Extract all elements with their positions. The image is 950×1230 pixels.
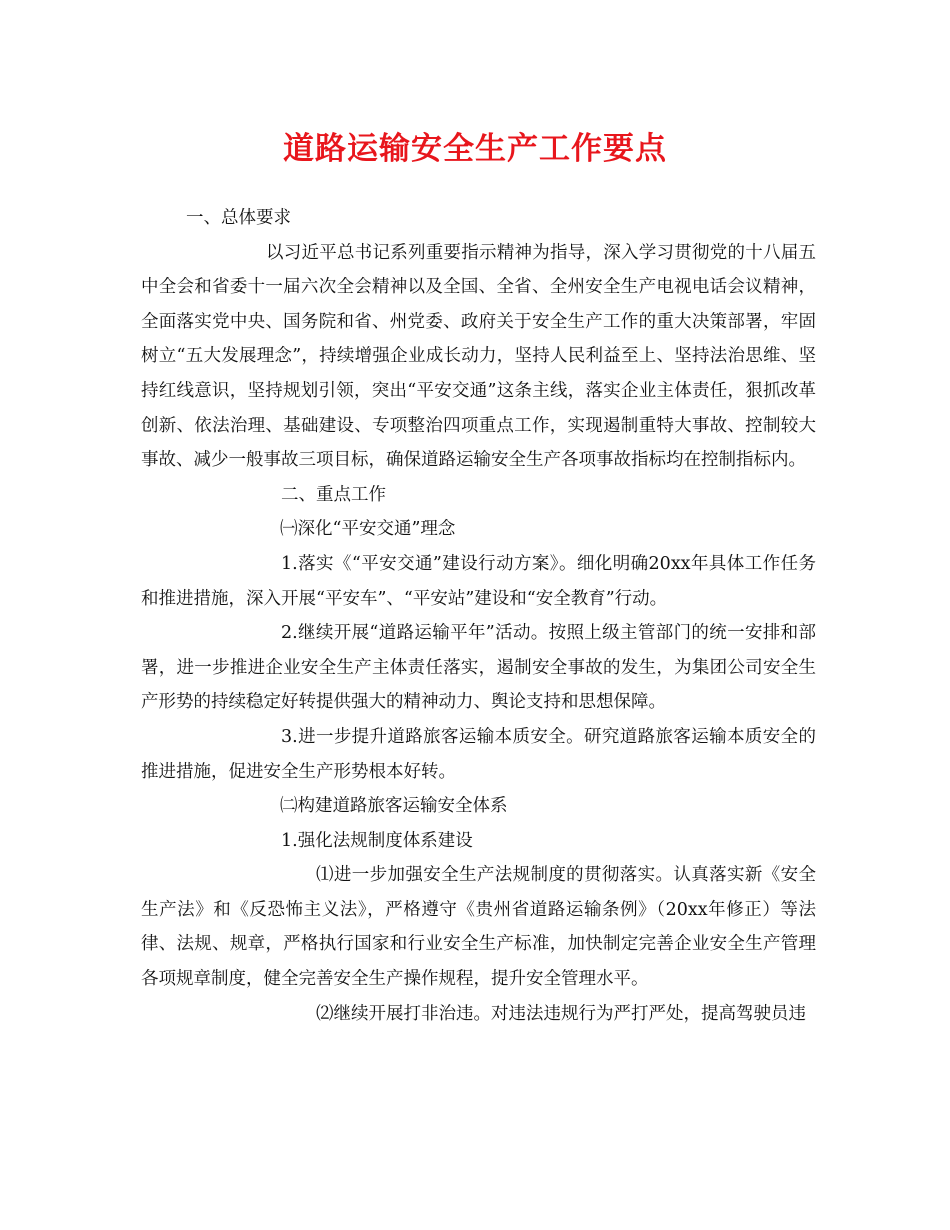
document-title: 道路运输安全生产工作要点 (283, 131, 667, 167)
paragraph-item-1-1: 1.落实《“平安交通”建设行动方案》。细化明确20xx年具体工作任务和推进措施，深入开展“平安车”、“平安站”建设和“安全教育”行动。 (141, 553, 816, 609)
paragraph-item-1-3: 3.进一步提升道路旅客运输本质安全。研究道路旅客运输本质安全的推进措施，促进安全生产形势根本好转。 (141, 726, 816, 782)
document-body (141, 201, 816, 1031)
subsection-heading-2: ㈡构建道路旅客运输安全体系 (280, 796, 508, 817)
paragraph-general-requirements: 以习近平总书记系列重要指示精神为指导，深入学习贯彻党的十八届五中全会和省委十一届六次全会精神以及全国、全省、全州安全生产电视电话会议精神，全面落实党中央、国务院和省、州党委、政府关于安全生产工作的重大决策部署，牢固树立“五大发展理念”，持续增强企业成长动力，坚持人民利益至上、坚持法治思维、坚持红线意识，坚持规划引领，突出“平安交通”这条主线，落实企业主体责任，狠抓改革创新、依法治理、基础建设、专项整治四项重点工作，实现遏制重特大事故、控制较大事故、减少一般事故三项目标，确保道路运输安全生产各项事故指标均在控制指标内。 (141, 242, 816, 471)
paragraph-item-2-1-1: ⑴进一步加强安全生产法规制度的贯彻落实。认真落实新《安全生产法》和《反恐怖主义法》，严格遵守《贵州省道路运输条例》（20xx年修正）等法律、法规、规章，严格执行国家和行业安全生产标准，加快制定完善企业安全生产管理各项规章制度，健全完善安全生产操作规程，提升安全管理水平。 (141, 865, 816, 990)
paragraph-item-2-1-2: ⑵继续开展打非治违。对违法违规行为严打严处，提高驾驶员违 (316, 1003, 806, 1024)
paragraph-item-2-1: 1.强化法规制度体系建设 (281, 830, 473, 851)
paragraph-item-1-2: 2.继续开展“道路运输平年”活动。按照上级主管部门的统一安排和部署，进一步推进企业安全生产主体责任落实，遏制安全事故的发生，为集团公司安全生产形势的持续稳定好转提供强大的精神动力、舆论支持和思想保障。 (141, 623, 816, 713)
section-heading-general-requirements: 一、总体要求 (186, 208, 291, 228)
subsection-heading-1: ㈠深化“平安交通”理念 (280, 519, 456, 540)
section-heading-key-work: 二、重点工作 (281, 484, 386, 505)
